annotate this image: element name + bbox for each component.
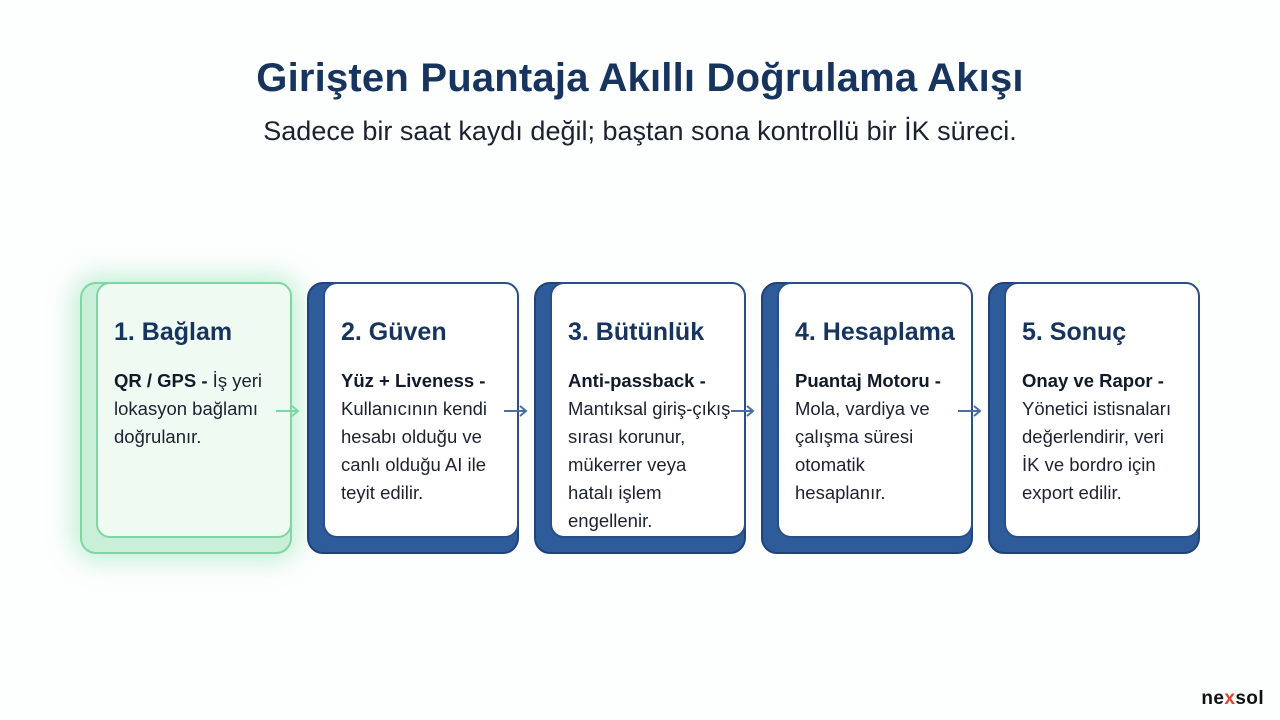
logo-part: ne: [1201, 688, 1225, 709]
step-text: Kullanıcının kendi hesabı olduğu ve canlı olduğu AI ile teyit edilir.: [341, 398, 488, 503]
card-face: [323, 282, 519, 538]
step-title: 4. Hesaplama: [795, 318, 955, 346]
card-face: [96, 282, 292, 538]
card-face: [777, 282, 973, 538]
step-card-butunluk: [534, 282, 746, 554]
step-lead: Anti-passback -: [568, 370, 706, 391]
step-text: Mola, vardiya ve çalışma süresi otomatik hesaplanır.: [795, 398, 930, 503]
logo-accent: x: [1224, 688, 1236, 709]
step-card-baglam: [80, 282, 292, 554]
step-text: Yönetici istisnaları değerlendirir, veri İK ve bordro için export edilir.: [1022, 398, 1172, 503]
step-title: 5. Sonuç: [1022, 318, 1127, 346]
page-title: Girişten Puantaja Akıllı Doğrulama Akışı: [256, 56, 1024, 100]
arrow-right-icon: [729, 402, 757, 420]
step-lead: QR / GPS -: [114, 370, 208, 391]
step-text: İş yeri lokasyon bağlamı doğrulanır.: [114, 370, 263, 447]
step-card-guven: [307, 282, 519, 554]
step-description: [114, 367, 278, 451]
nexsol-logo: [1201, 688, 1264, 710]
logo-part: sol: [1235, 688, 1264, 709]
arrow-right-icon: [274, 402, 302, 420]
step-title: 3. Bütünlük: [568, 318, 705, 346]
step-card-sonuc: [988, 282, 1200, 554]
step-description: [795, 367, 959, 507]
step-card-hesaplama: [761, 282, 973, 554]
page-subtitle: Sadece bir saat kaydı değil; baştan sona kontrollü bir İK süreci.: [263, 116, 1017, 146]
step-title: 1. Bağlam: [114, 318, 233, 346]
step-text: Mantıksal giriş-çıkış sırası korunur, mükerrer veya hatalı işlem engellenir.: [568, 398, 731, 531]
step-description: [568, 367, 732, 535]
arrow-right-icon: [502, 402, 530, 420]
step-lead: Yüz + Liveness -: [341, 370, 486, 391]
card-face: [1004, 282, 1200, 538]
step-description: [1022, 367, 1186, 507]
step-description: [341, 367, 505, 507]
step-lead: Puantaj Motoru -: [795, 370, 941, 391]
card-face: [550, 282, 746, 538]
step-lead: Onay ve Rapor -: [1022, 370, 1164, 391]
arrow-right-icon: [956, 402, 984, 420]
step-title: 2. Güven: [341, 318, 447, 346]
